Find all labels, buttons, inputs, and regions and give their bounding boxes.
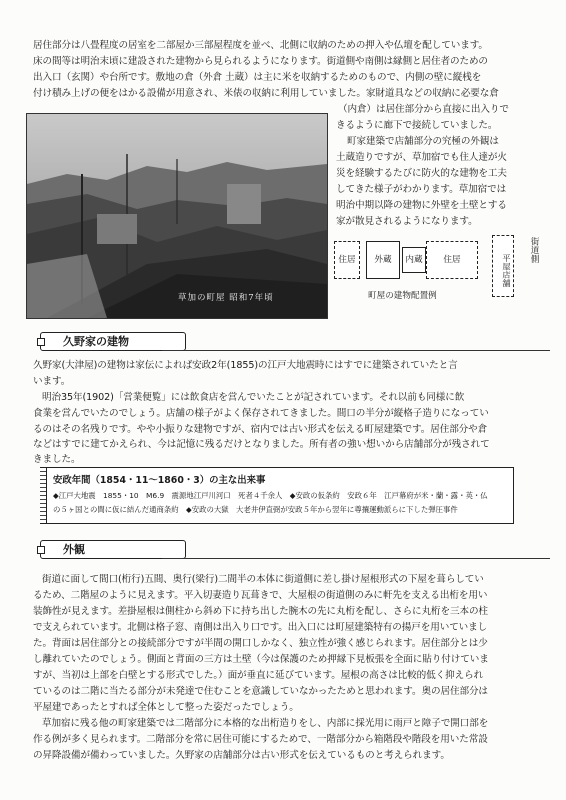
section2-line: 平屋建であったとすれば全体として整った姿だったでしょう。 <box>33 702 299 713</box>
section2-line: で支えられています。北側は格子窓、南側は出入り口です。出入口には町屋建築特有の揚戸を用いていまし <box>33 622 488 633</box>
intro-line: 付け積み上げの便をはかる設備が用意され、米俵の収納に利用していました。家財道具などの収納に必要な倉 <box>33 88 499 99</box>
section2-line: すが、当初は上部を白壁とする形式でした。）面が垂直に延びています。屋根の高さは比較的低く抑えられ <box>33 670 484 681</box>
intro-line: 床の間等は明治末頃に建設された建物から見られるようになります。街道側や南側は縁側と居住者のための <box>33 56 488 67</box>
plan-outer-storehouse: 外蔵 <box>366 241 400 279</box>
intro-line: 居住部分は八畳程度の居室を二部屋か三部屋程度を並べ、北側に収納のための押入や仏壇を配しています。 <box>33 40 488 51</box>
section2-line: 作る例が多く見られます。二階部分を常に居住可能にするためで、一階部分から箱階段や階段を用いた常設 <box>33 734 488 745</box>
section1-line: います。 <box>33 376 71 387</box>
right-column-line: きるように廊下で接続していました。 <box>336 120 498 131</box>
section2-line: し離れていたのでしょう。側面と背面の三方は土壁（今は保護のため押縁下見板張を全面に貼り付けていま <box>33 654 489 665</box>
section1-line: 食業を営んでいたのでしょう。店舗の様子がよく保存されてきました。間口の半分が縦格子造りになってい <box>33 408 489 419</box>
section1-line: 久野家(大津屋)の建物は家伝によれば安政2年(1855)の江戸大地震時にはすでに建築されていたと言 <box>33 360 458 371</box>
section1-line: 明治35年(1902)「営業便覧」には飲食店を営んでいたことが記されています。それ以前も同様に飲 <box>42 392 465 403</box>
right-column-line: 明治中期以降の建物に外壁を土壁とする <box>336 200 507 211</box>
section1-line: きました。 <box>33 454 81 465</box>
events-line: の５ヶ国との間に仮に結んだ通商条約 ◆安政の大獄 大老井伊直弼が安政５年から翌年に尊攘運動派らに下した弾圧事件 <box>53 505 458 514</box>
plan-inner-storehouse: 内蔵 <box>402 247 426 273</box>
plan-room-residence: 住居 <box>334 241 360 279</box>
right-column-line: してきた様子がわかります。草加宿では <box>336 184 507 195</box>
building-layout-diagram <box>334 237 542 321</box>
section2-line: 草加宿に残る他の町家建築では二階部分に本格的な出桁造りをし、内部に採光用に雨戸と障子で開口部を <box>42 718 489 729</box>
section-heading-kuno-building: 久野家の建物 <box>40 332 186 351</box>
section2-line: の昇降設備が備わっていました。久野家の店舗部分は古い形式を伝えているものと考えられます。 <box>33 750 450 761</box>
plan-road-label: 街道側 <box>529 237 539 263</box>
events-title: 安政年間（1854・11〜1860・3）の主な出来事 <box>53 475 266 486</box>
events-box-binding-edge <box>40 468 47 523</box>
plan-room-residence-2: 住居 <box>426 241 478 279</box>
right-column-line: 災を経験するたびに防火的な建物を工夫 <box>336 168 507 179</box>
right-column-line: （内倉）は居住部分から直接に出入りで <box>338 104 509 115</box>
right-column-line: 土蔵造りですが、草加宿でも住人達が火 <box>336 152 507 163</box>
section2-line: ているのは二階に当たる部分が未発達で住むことを意識していなかったためと思われます。奥の居住部分は <box>33 686 488 697</box>
townscape-photo-image <box>27 114 327 318</box>
right-column-line: 家が散見されるようになります。 <box>336 216 478 227</box>
section2-line: た。背面は居住部分との接続部分ですが半間の開口しかなく、独立性が強く感じられます。居住部分とは少 <box>33 638 488 649</box>
section1-line: るのはその名残りです。やや小振りな建物ですが、宿内では古い形式を伝える町屋建築です。居住部分や倉 <box>33 424 488 435</box>
events-line: ◆江戸大地震 1855・10 M6.9 震源地江戸川河口 死者４千余人 ◆安政の仮条約 安政６年 江戸幕府が米・蘭・露・英・仏 <box>53 491 488 500</box>
section2-line: るため、二階屋のように見えます。平入切妻造り瓦葺きで、大屋根の街道側のみに軒先を支える出桁を用い <box>33 590 488 601</box>
section1-line: などはすでに建てかえられ、今は記憶に残るだけとなりました。所有者の強い想いから店舗部分が残されて <box>33 439 490 450</box>
section-heading-exterior: 外観 <box>40 540 186 559</box>
divider <box>162 350 550 351</box>
historic-photo <box>26 113 328 319</box>
divider <box>162 558 550 559</box>
section2-line: 街道に面して間口(桁行)五間、奥行(梁行)二間半の本体に街道側に差し掛け屋根形式の下屋を葺らしてい <box>42 574 484 585</box>
right-column-line: 町家建築で店舗部分の究極の外観は <box>347 136 499 147</box>
section2-line: 装飾性が見えます。差掛屋根は側柱から斜め下に持ち出した腕木の先に丸桁を配し、さらに丸桁を三本の柱 <box>33 606 488 617</box>
ansei-events-box <box>40 467 514 524</box>
plan-caption: 町屋の建物配置例 <box>368 291 437 301</box>
plan-shop: 平屋店舗 <box>492 235 514 297</box>
intro-line: 出入口（玄関）や台所です。敷地の倉（外倉 土蔵）は主に米を収納するためのもので、内側の壁に縦桟を <box>33 72 482 83</box>
photo-caption: 草加の町屋 昭和7年頃 <box>178 293 274 303</box>
